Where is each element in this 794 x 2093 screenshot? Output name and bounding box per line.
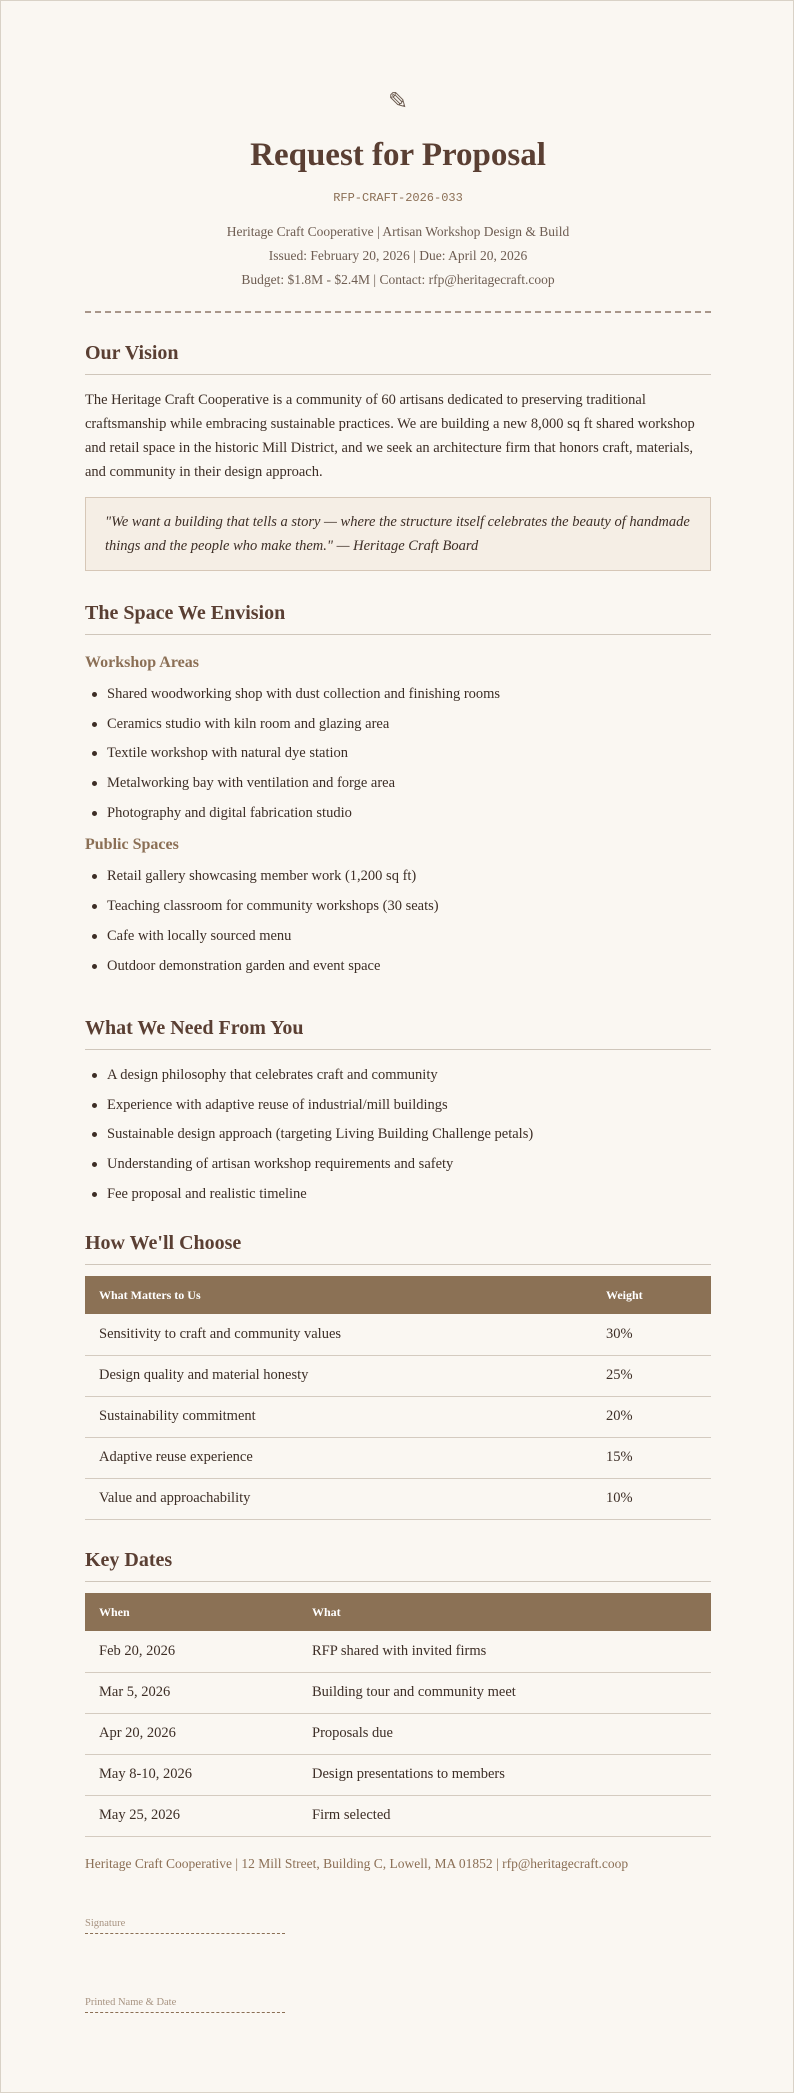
board-quote: "We want a building that tells a story — where the structure itself celebrates the beauty of handmade things and the people who make them." — Heritage Craft Board bbox=[85, 497, 711, 571]
criterion-cell: Sustainability commitment bbox=[85, 1396, 592, 1437]
table-row bbox=[85, 1314, 711, 1355]
reference-number: RFP-CRAFT-2026-033 bbox=[333, 191, 463, 205]
table-row bbox=[85, 1795, 711, 1836]
needs-section bbox=[85, 1017, 711, 1213]
table-header-row bbox=[85, 1593, 711, 1631]
list-item: Understanding of artisan workshop requirements and safety bbox=[85, 1154, 711, 1184]
weight-cell: 20% bbox=[592, 1396, 711, 1437]
footer-address: Heritage Craft Cooperative | 12 Mill Street, Building C, Lowell, MA 01852 | rfp@heritagecraft.coop bbox=[85, 1856, 629, 1871]
table-row bbox=[85, 1672, 711, 1713]
dates-line: Issued: February 20, 2026 | Due: April 20, 2026 bbox=[268, 248, 528, 263]
public-list bbox=[85, 866, 711, 985]
date-cell: Feb 20, 2026 bbox=[85, 1631, 298, 1672]
weight-cell: 10% bbox=[592, 1478, 711, 1519]
criterion-cell: Adaptive reuse experience bbox=[85, 1437, 592, 1478]
list-item: Cafe with locally sourced menu bbox=[85, 926, 711, 956]
list-item: Ceramics studio with kiln room and glazing area bbox=[85, 714, 711, 744]
public-spaces-title: Public Spaces bbox=[85, 836, 179, 854]
list-item: A design philosophy that celebrates craft and community bbox=[85, 1065, 711, 1095]
section-title: Our Vision bbox=[85, 342, 711, 375]
vision-paragraph: The Heritage Craft Cooperative is a community of 60 artisans dedicated to preserving traditional craftsmanship while embracing sustainable practices. We are building a new 8,000 sq ft shared workshop and retail space in the historic Mill District, and we seek an architecture firm that honors craft, materials, and community in their design approach. bbox=[85, 392, 695, 480]
header-divider bbox=[85, 311, 711, 313]
page-title: Request for Proposal bbox=[250, 137, 546, 173]
table-row bbox=[85, 1754, 711, 1795]
milestone-cell: Design presentations to members bbox=[298, 1754, 711, 1795]
needs-list bbox=[85, 1065, 711, 1213]
table-row bbox=[85, 1478, 711, 1519]
printed-name-line[interactable] bbox=[85, 1992, 285, 2013]
vision-section bbox=[85, 342, 711, 571]
section-title: Key Dates bbox=[85, 1549, 711, 1582]
org-line: Heritage Craft Cooperative | Artisan Workshop Design & Build bbox=[226, 224, 570, 239]
section-title: The Space We Envision bbox=[85, 602, 711, 635]
list-item: Retail gallery showcasing member work (1,200 sq ft) bbox=[85, 866, 711, 896]
criteria-table bbox=[85, 1276, 711, 1520]
milestone-cell: RFP shared with invited firms bbox=[298, 1631, 711, 1672]
key-dates-section bbox=[85, 1549, 711, 1837]
list-item: Experience with adaptive reuse of industrial/mill buildings bbox=[85, 1095, 711, 1125]
section-title: What We Need From You bbox=[85, 1017, 711, 1050]
weight-cell: 25% bbox=[592, 1355, 711, 1396]
table-row bbox=[85, 1396, 711, 1437]
signature-label: Signature bbox=[85, 1918, 126, 1929]
table-row bbox=[85, 1437, 711, 1478]
table-row bbox=[85, 1355, 711, 1396]
column-header: Weight bbox=[592, 1276, 711, 1314]
date-cell: Apr 20, 2026 bbox=[85, 1713, 298, 1754]
column-header: What bbox=[298, 1593, 711, 1631]
milestone-cell: Proposals due bbox=[298, 1713, 711, 1754]
criterion-cell: Design quality and material honesty bbox=[85, 1355, 592, 1396]
list-item: Textile workshop with natural dye station bbox=[85, 743, 711, 773]
key-dates-table bbox=[85, 1593, 711, 1837]
workshop-areas-title: Workshop Areas bbox=[85, 654, 199, 671]
weight-cell: 30% bbox=[592, 1314, 711, 1355]
space-section bbox=[85, 602, 711, 985]
column-header: What Matters to Us bbox=[85, 1276, 592, 1314]
section-title: How We'll Choose bbox=[85, 1232, 711, 1265]
criterion-cell: Sensitivity to craft and community values bbox=[85, 1314, 592, 1355]
list-item: Metalworking bay with ventilation and forge area bbox=[85, 773, 711, 803]
pen-icon: ✎ bbox=[387, 89, 409, 115]
milestone-cell: Building tour and community meet bbox=[298, 1672, 711, 1713]
table-row bbox=[85, 1713, 711, 1754]
printed-name-label: Printed Name & Date bbox=[85, 1997, 177, 2008]
list-item: Shared woodworking shop with dust collection and finishing rooms bbox=[85, 684, 711, 714]
list-item: Sustainable design approach (targeting Living Building Challenge petals) bbox=[85, 1124, 711, 1154]
table-header-row bbox=[85, 1276, 711, 1314]
column-header: When bbox=[85, 1593, 298, 1631]
criterion-cell: Value and approachability bbox=[85, 1478, 592, 1519]
workshop-list bbox=[85, 684, 711, 832]
list-item: Outdoor demonstration garden and event space bbox=[85, 956, 711, 986]
date-cell: May 25, 2026 bbox=[85, 1795, 298, 1836]
table-row bbox=[85, 1631, 711, 1672]
milestone-cell: Firm selected bbox=[298, 1795, 711, 1836]
list-item: Fee proposal and realistic timeline bbox=[85, 1184, 711, 1214]
signature-line[interactable] bbox=[85, 1913, 285, 1934]
list-item: Photography and digital fabrication studio bbox=[85, 803, 711, 833]
date-cell: May 8-10, 2026 bbox=[85, 1754, 298, 1795]
list-item: Teaching classroom for community workshops (30 seats) bbox=[85, 896, 711, 926]
weight-cell: 15% bbox=[592, 1437, 711, 1478]
criteria-section bbox=[85, 1232, 711, 1520]
budget-line: Budget: $1.8M - $2.4M | Contact: rfp@heritagecraft.coop bbox=[241, 272, 555, 287]
date-cell: Mar 5, 2026 bbox=[85, 1672, 298, 1713]
